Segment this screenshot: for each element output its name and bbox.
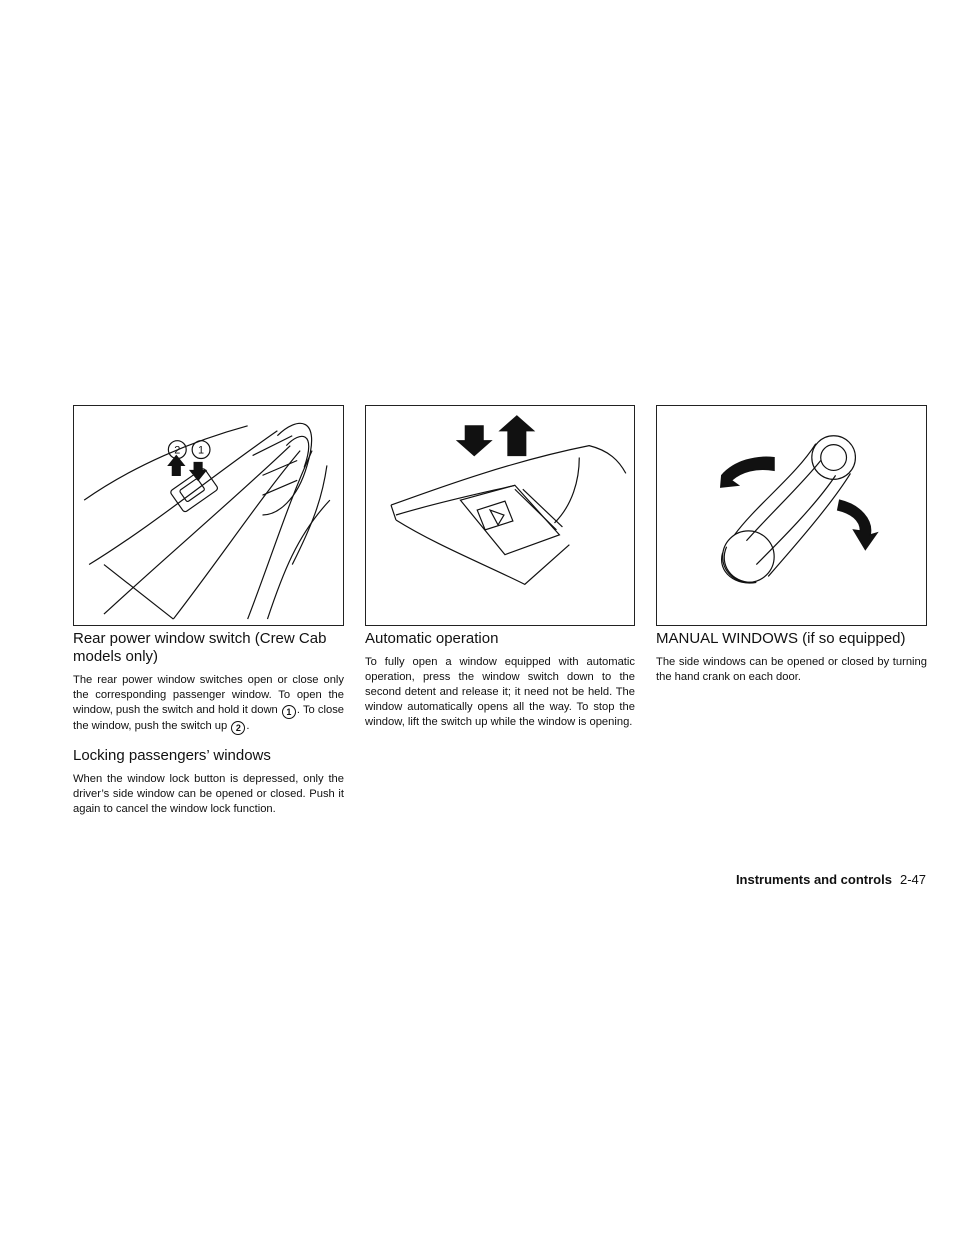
page-footer <box>736 872 926 887</box>
paragraph-text-a: The rear power window switches open or close only the corresponding passenger window. To open the window, push the switch and hold it down <box>73 674 344 716</box>
paragraph-text-c: . <box>246 720 250 732</box>
column-rear-power-window <box>73 630 344 829</box>
figure-manual-window-crank <box>656 405 927 626</box>
paragraph-text-b: . To close the window, push the switch up <box>73 704 345 732</box>
paragraph-manual-windows: The side windows can be opened or closed by turning the hand crank on each door. <box>656 656 927 683</box>
column-automatic-operation <box>365 630 635 742</box>
callout-1-inline: 1 <box>282 705 296 719</box>
callout-1: 1 <box>198 444 205 457</box>
heading-rear-power-window: Rear power window switch (Crew Cab models only) <box>73 630 327 665</box>
footer-section-title: Instruments and controls <box>735 872 892 887</box>
heading-manual-windows: MANUAL WINDOWS (if so equipped) <box>656 630 906 647</box>
callout-2-inline: 2 <box>231 721 245 735</box>
heading-automatic-operation: Automatic operation <box>365 630 499 647</box>
figure-automatic-operation <box>365 405 635 626</box>
heading-locking-passengers-windows: Locking passengers’ windows <box>73 747 271 764</box>
column-manual-windows <box>656 630 927 697</box>
paragraph-locking-passengers-windows: When the window lock button is depressed, only the driver’s side window can be opened or closed. Push it again to cancel the window lock function. <box>73 773 344 815</box>
callout-2: 2 <box>174 444 181 457</box>
footer-page-number: 2-47 <box>899 872 926 887</box>
figure-rear-window-switch <box>73 405 344 626</box>
paragraph-automatic-operation: To fully open a window equipped with automatic operation, press the window switch down to the second detent and release it; it need not be held. The window automatically opens all the way. To stop the window, lift the switch up while the window is opening. <box>365 656 635 728</box>
paragraph-rear-power-window <box>73 673 344 735</box>
